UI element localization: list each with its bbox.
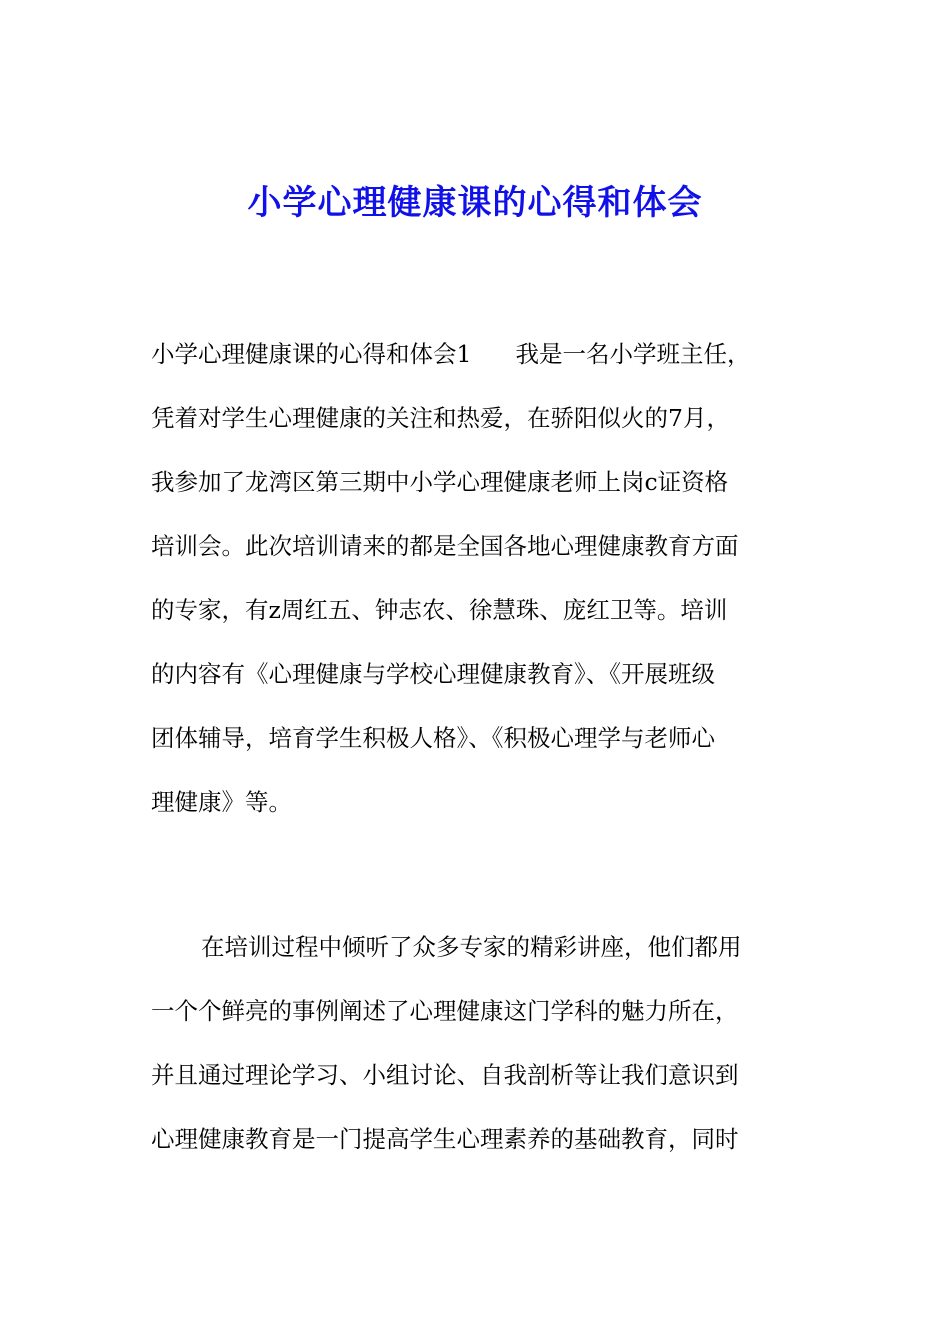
text-line: 培训会。此次培训请来的都是全国各地心理健康教育方面 bbox=[151, 532, 739, 560]
text-line: 团体辅导，培育学生积极人格》、《积极心理学与老师心 bbox=[151, 724, 715, 752]
text-line: 我参加了龙湾区第三期中小学心理健康老师上岗c证资格 bbox=[151, 468, 729, 496]
text-line: 我是一名小学班主任， bbox=[515, 340, 751, 368]
text-line: 凭着对学生心理健康的关注和热爱，在骄阳似火的7月， bbox=[151, 404, 730, 432]
paragraph-1-line-1 bbox=[151, 322, 801, 386]
text-line: 理健康》等。 bbox=[151, 788, 292, 816]
text-line: 在培训过程中倾听了众多专家的精彩讲座，他们都用 bbox=[201, 933, 742, 961]
text-line: 并且通过理论学习、小组讨论、自我剖析等让我们意识到 bbox=[151, 1061, 739, 1089]
inline-heading: 小学心理健康课的心得和体会1 bbox=[151, 340, 472, 368]
paragraph-1 bbox=[151, 322, 801, 834]
paragraph-2 bbox=[151, 915, 801, 1171]
document-title: 小学心理健康课的心得和体会 bbox=[247, 183, 703, 223]
text-line: 的内容有《心理健康与学校心理健康教育》、《开展班级 bbox=[151, 660, 715, 688]
text-line: 心理健康教育是一门提高学生心理素养的基础教育，同时 bbox=[151, 1125, 739, 1153]
text-line: 一个个鲜亮的事例阐述了心理健康这门学科的魅力所在， bbox=[151, 997, 739, 1025]
text-line: 的专家，有z周红五、钟志农、徐慧珠、庞红卫等。培训 bbox=[151, 596, 728, 624]
